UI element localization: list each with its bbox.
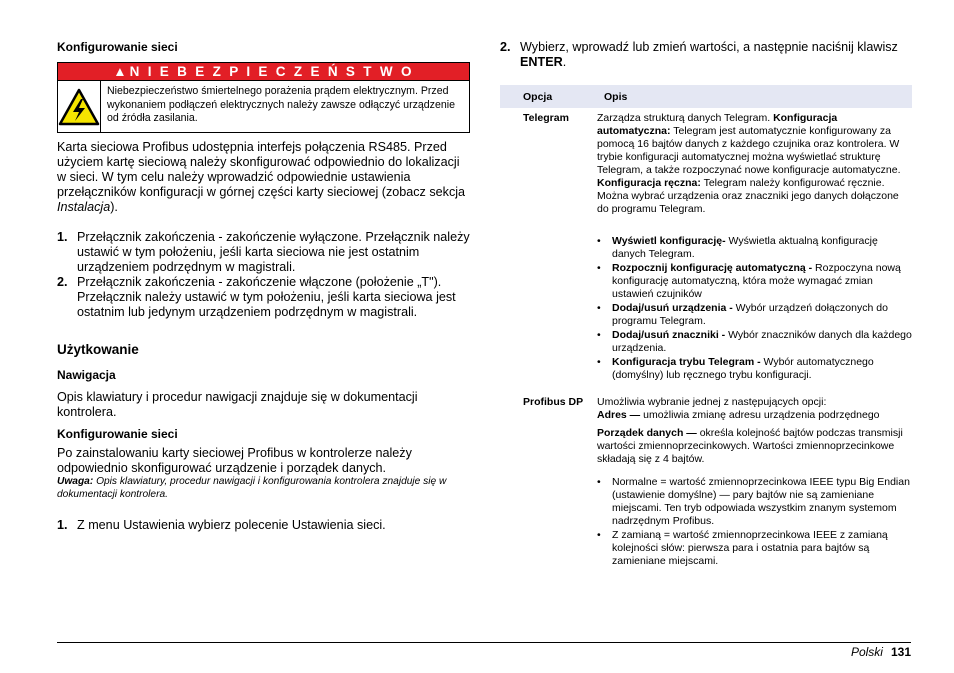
telegram-options-list: [597, 235, 912, 382]
steps-list-continued: [500, 40, 912, 70]
installation-link[interactable]: Instalacja: [57, 200, 111, 214]
danger-text: Niebezpieczeństwo śmiertelnego porażenia prądem elektrycznym. Przed wykonaniem podłączeń elektrycznych należy zawsze odłączyć urządzenie od źródła zasilania.: [107, 85, 456, 124]
column-header-option: Opcja: [500, 85, 597, 108]
subheading-network-config: Konfigurowanie sieci: [57, 427, 178, 441]
list-item: 2. Przełącznik zakończenia - zakończenie włączone (położenie „T"). Przełącznik należy ustawić w tym położeniu, jeśli karta sieciowa jest ostatnim lub jedynym urządzeniem podrzędnym w magistrali.: [57, 275, 456, 319]
switch-list: [57, 230, 470, 320]
list-item: 1. Przełącznik zakończenia - zakończenie wyłączone. Przełącznik należy ustawić w tym położeniu, jeśli karta sieciowa nie jest ostatnim urządzeniem podrzędnym w magistrali.: [57, 230, 470, 274]
left-column: [57, 40, 470, 533]
danger-box: [57, 62, 470, 133]
navigation-text: Opis klawiatury i procedur nawigacji znajduje się w dokumentacji kontrolera.: [57, 390, 418, 419]
warning-triangle-icon: ▲: [113, 64, 127, 79]
footer-language: Polski: [850, 645, 883, 659]
list-item: 1. Z menu Ustawienia wybierz polecenie Ustawienia sieci.: [57, 518, 386, 532]
section-heading-network-config: Konfigurowanie sieci: [57, 40, 178, 54]
column-header-description: Opis: [597, 85, 912, 108]
list-item: • Z zamianą = wartość zmiennoprzecinkowa IEEE z zamianą kolejności słów: pierwsza para i ostatnia para bajtów są zamieniane miejscami.: [597, 529, 888, 567]
section-heading-usage: Użytkowanie: [57, 342, 139, 357]
option-profibus-dp: Profibus DP: [523, 396, 584, 408]
intro-paragraph: Karta sieciowa Profibus udostępnia interfejs połączenia RS485. Przed użyciem kartę sieciową należy skonfigurować odpowiednio do lokalizacji w sieci. W tym celu należy wprowadzić odpowiednie ustawienia przełączników konfiguracji w górnej części karty sieciowej (zobacz sekcja Instalacja).: [57, 140, 466, 214]
list-item: • Normalne = wartość zmiennoprzecinkowa IEEE typu Big Endian (ustawienie domyślne) — pary bajtów nie są zamieniane miejscami. Ten tryb odpowiada wszystkim znanym systemom nadrzędnym Profibus.: [597, 476, 910, 527]
description-profibus-dp: Umożliwia wybranie jednej z następujących opcji: Adres — umożliwia zmianę adresu urządzenia podrzędnego Porządek danych — określa kolejność bajtów podczas transmisji wartości zmiennoprzecinkowych. Wartości zmiennoprzecinkowe składają się z 4 bajtów. • Normalne = wartość zmiennoprzecinkowa IEEE typu Big Endian (ustawienie domyślne) — pary bajtów nie są zamieniane miejscami. Ten tryb odpowiada wszystkim znanym systemom nadrzędnym Profibus. • Z zamianą = wartość zmiennoprzecinkowa IEEE z zamianą kolejności słów: pierwsza para i ostatnia para bajtów są zamieniane miejscami.: [597, 383, 912, 569]
table-row: [500, 108, 912, 383]
config-text: Po zainstalowaniu karty sieciowej Profibus w kontrolerze należy odpowiednio skonfigurować urządzenie i porządek danych.: [57, 446, 412, 475]
danger-header: [58, 63, 469, 81]
list-item: 2. Wybierz, wprowadź lub zmień wartości, a następnie naciśnij klawisz ENTER.: [500, 40, 898, 69]
options-table: [500, 85, 912, 569]
subheading-navigation: Nawigacja: [57, 368, 116, 382]
danger-title: N I E B E Z P I E C Z E Ń S T W O: [129, 64, 414, 79]
page-number: 131: [890, 645, 911, 659]
option-telegram: Telegram: [523, 112, 569, 124]
list-item: • Rozpocznij konfigurację automatyczną - Rozpoczyna nową konfigurację automatyczną, która może wymagać zmian ustawień czujników: [597, 262, 901, 300]
enter-key: ENTER: [520, 55, 563, 69]
electrical-hazard-icon: [58, 81, 101, 132]
footer-divider: [57, 642, 911, 643]
list-item: • Konfiguracja trybu Telegram - Wybór automatycznego (domyślny) lub ręcznego trybu konfiguracji.: [597, 356, 874, 381]
right-column: [500, 40, 912, 569]
steps-list: [57, 518, 470, 533]
table-row: [500, 383, 912, 569]
list-item: • Dodaj/usuń znaczniki - Wybór znaczników danych dla każdego urządzenia.: [597, 329, 912, 354]
list-item: • Dodaj/usuń urządzenia - Wybór urządzeń dołączonych do programu Telegram.: [597, 302, 888, 327]
description-telegram: Zarządza strukturą danych Telegram. Konfiguracja automatyczna: Telegram jest automatycznie konfigurowany za pomocą 16 bajtów danych z każdego czujnika oraz kontrolera. W trybie konfiguracji automatycznej można wyświetlać strukturę Telegram, a także rozpoczynać nowe konfiguracje automatyczne. Konfiguracja ręczna: Telegram należy konfigurować ręcznie. Można wybrać urządzenia oraz znaczniki jego danych dołączone do programu Telegram. • Wyświetl konfigurację- Wyświetla aktualną konfigurację danych Telegram. • Rozpocznij konfigurację automatyczną - Rozpoczyna nową konfigurację automatyczną, która może wymagać zmian ustawień czujników • Dodaj/usuń urządzenia - Wybór urządzeń dołączonych do programu Telegram. • Dodaj/usuń znaczniki - Wybór znaczników danych dla każdego urządzenia. • Konfiguracja trybu Telegram - Wybór automatycznego (domyślny) lub ręcznego trybu konfiguracji.: [597, 112, 912, 381]
note: Uwaga: Opis klawiatury, procedur nawigacji i konfigurowania kontrolera znajduje się w dokumentacji kontrolera.: [57, 476, 447, 500]
byte-order-list: [597, 476, 912, 568]
list-item: • Wyświetl konfigurację- Wyświetla aktualną konfigurację danych Telegram.: [597, 235, 878, 260]
note-label: Uwaga:: [57, 476, 94, 487]
page-footer: [851, 645, 911, 659]
